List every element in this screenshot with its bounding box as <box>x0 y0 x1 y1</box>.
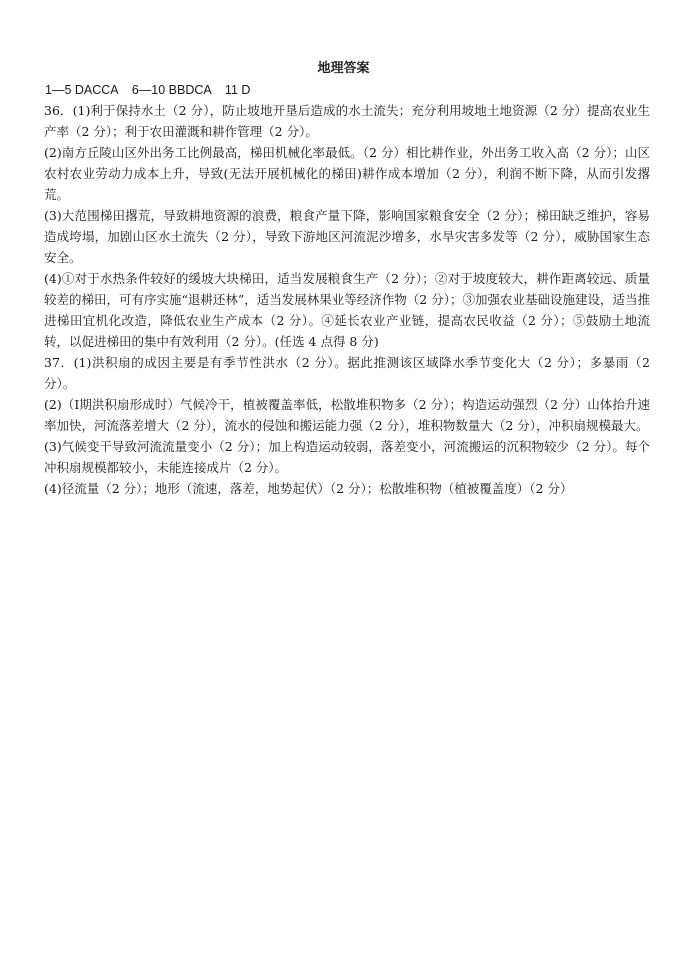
answer-37-4: (4)径流量（2 分）；地形（流速，落差，地势起伏）（2 分）；松散堆积物（植被覆盖度）（2 分） <box>44 481 573 496</box>
answer-36-4: (4)①对于水热条件较好的缓坡大块梯田，适当发展粮食生产（2 分）；②对于坡度较大，耕作距离较远、质量较差的梯田，可有序实施“退耕还林”，适当发展林果业等经济作物（2 分）；③加强农业基础设施建设，适当推进梯田宜机化改造，降低农业生产成本（2 分）。④延长农业产业链，提高农民收益（2 分）；⑤鼓励土地流转，以促进梯田的集中有效利用（2 分）。(任选 4 点得 8 分) <box>44 271 650 349</box>
answer-36-3: (3)大范围梯田撂荒，导致耕地资源的浪费，粮食产量下降，影响国家粮食安全（2 分）；梯田缺乏维护，容易造成垮塌，加剧山区水土流失（2 分），导致下游地区河流泥沙增多，水旱灾害多发等（2 分），威胁国家生态安全。 <box>44 208 650 265</box>
answer-37-2: (2)（Ⅰ期洪积扇形成时）气候冷干，植被覆盖率低，松散堆积物多（2 分）；构造运动强烈（2 分）山体抬升速率加快，河流落差增大（2 分），流水的侵蚀和搬运能力强（2 分），堆积物数量大（2 分），冲积扇规模最大。 <box>44 397 650 433</box>
answer-37-1: 37．(1)洪积扇的成因主要是有季节性洪水（2 分）。据此推测该区域降水季节变化大（2 分）；多暴雨（2 分）。 <box>44 355 650 391</box>
answer-36-1: 36．(1)利于保持水土（2 分），防止坡地开垦后造成的水土流失；充分利用坡地土地资源（2 分）提高农业生产率（2 分）；利于农田灌溉和耕作管理（2 分）。 <box>44 103 650 139</box>
document-title: 地理答案 <box>317 61 370 76</box>
answer-36-2: (2)南方丘陵山区外出务工比例最高，梯田机械化率最低。（2 分）相比耕作业，外出务工收入高（2 分）；山区农村农业劳动力成本上升，导致(无法开展机械化的梯田)耕作成本增加（2 分），利润不断下降，从而引发撂荒。 <box>44 145 650 202</box>
answer-37-3: (3)气候变干导致河流流量变小（2 分）；加上构造运动较弱，落差变小，河流搬运的沉积物较少（2 分）。每个冲积扇规模都较小，未能连接成片（2 分）。 <box>44 439 650 475</box>
answer-content <box>44 100 650 499</box>
multiple-choice-answers: 1—5 DACCA 6—10 BBDCA 11 D <box>45 83 251 97</box>
